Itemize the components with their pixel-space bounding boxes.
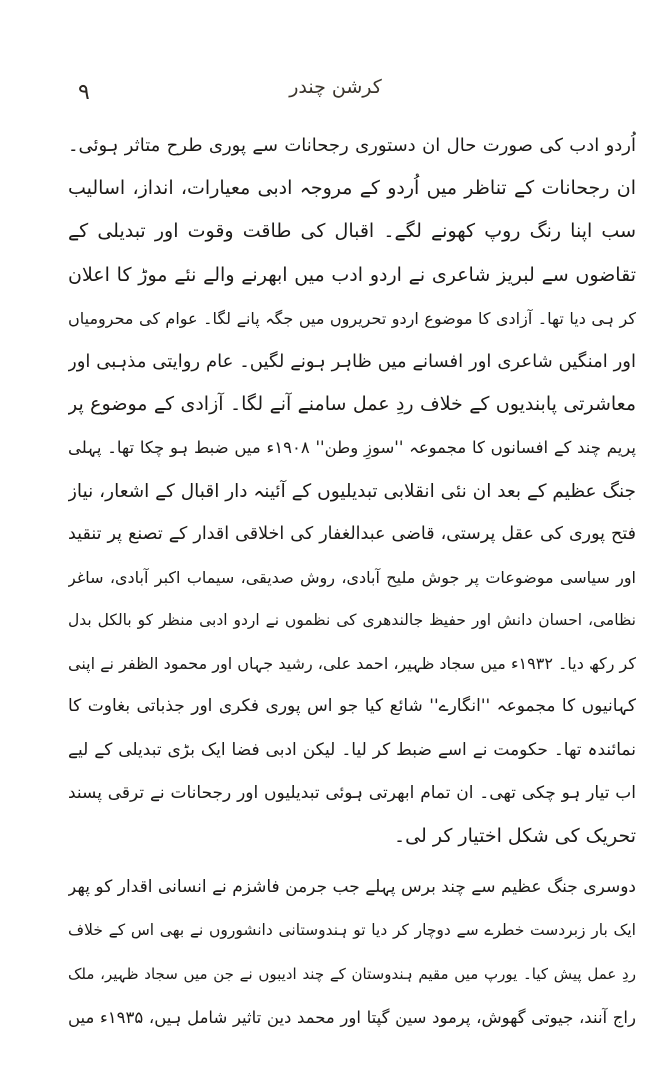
text-line: جنگ عظیم کے بعد ان نئی انقلابی تبدیلیوں کے آئینہ دار اقبال کے اشعار، نیاز: [68, 480, 636, 502]
text-line: ان رجحانات کے تناظر میں اُردو کے مروجہ ادبی معیارات، انداز، اسالیب: [68, 177, 636, 200]
text-line: اب تیار ہو چکی تھی۔ ان تمام ابھرتی ہوئی تبدیلیوں اور رجحانات نے ترقی پسند: [68, 782, 636, 803]
text-line: تقاضوں سے لبریز شاعری نے اردو ادب میں ابھرنے والے نئے موڑ کا اعلان: [68, 263, 636, 286]
body-text: [68, 124, 636, 1039]
text-line: فتح پوری کی عقل پرستی، قاضی عبدالغفار کی اخلاقی اقدار کے تصنع پر تنقید: [68, 523, 636, 544]
text-line: کہانیوں کا مجموعہ ''انگارے'' شائع کیا جو اس پوری فکری اور جذباتی بغاوت کا: [68, 696, 636, 717]
text-line: کر ہی دیا تھا۔ آزادی کا موضوع اردو تحریروں میں جگہ پانے لگا۔ عوام کی محرومیاں: [68, 308, 636, 328]
text-line: ایک بار زبردست خطرے سے دوچار کر دیا تو ہندوستانی دانشوروں نے بھی اس کے خلاف: [68, 921, 636, 940]
text-line: پریم چند کے افسانوں کا مجموعہ ''سوزِ وطن'' ۱۹۰۸ء میں ضبط ہو چکا تھا۔ پہلی: [68, 438, 636, 458]
running-title: کرشن چندر: [289, 76, 382, 98]
text-line: سب اپنا رنگ روپ کھونے لگے۔ اقبال کی طاقت وقوت اور تبدیلی کے: [68, 220, 636, 243]
paragraph-2: [68, 866, 636, 1039]
paragraph-1: [68, 124, 636, 858]
text-line: معاشرتی پابندیوں کے خلاف ردِ عمل سامنے آنے لگا۔ آزادی کے موضوع پر: [68, 393, 636, 416]
text-line: کر رکھ دیا۔ ۱۹۳۲ء میں سجاد ظہیر، احمد علی، رشید جہاں اور محمود الظفر نے اپنی: [68, 654, 636, 674]
text-line: ردِ عمل پیش کیا۔ یورپ میں مقیم ہندوستان کے چند ادیبوں نے جن میں سجاد ظہیر، ملک: [68, 964, 636, 983]
text-line: نمائندہ تھا۔ حکومت نے اسے ضبط کر لیا۔ لیکن ادبی فضا ایک بڑی تبدیلی کے لیے: [68, 739, 636, 760]
text-line: نظامی، احسان دانش اور حفیظ جالندھری کی نظموں نے اردو ادبی منظر کو بالکل بدل: [68, 611, 636, 630]
text-line: دوسری جنگ عظیم سے چند برس پہلے جب جرمن فاشزم نے انسانی اقدار کو پھر: [68, 877, 636, 898]
text-line: اور امنگیں شاعری اور افسانے میں ظاہر ہونے لگیں۔ عام روایتی مذہبی اور: [68, 350, 636, 372]
page-number: ۹: [78, 80, 90, 105]
text-line: اُردو ادب کی صورت حال ان دستوری رجحانات سے پوری طرح متاثر ہوئی۔: [68, 135, 636, 156]
paragraph-gap: [68, 858, 636, 866]
text-line: تحریک کی شکل اختیار کر لی۔: [394, 825, 636, 847]
text-line: راج آنند، جیوتی گھوش، پرمود سین گپتا اور محمد دین تاثیر شامل ہیں، ۱۹۳۵ء میں: [68, 1007, 636, 1027]
text-line: اور سیاسی موضوعات پر جوش ملیح آبادی، روش صدیقی، سیماب اکبر آبادی، ساغر: [68, 567, 636, 587]
